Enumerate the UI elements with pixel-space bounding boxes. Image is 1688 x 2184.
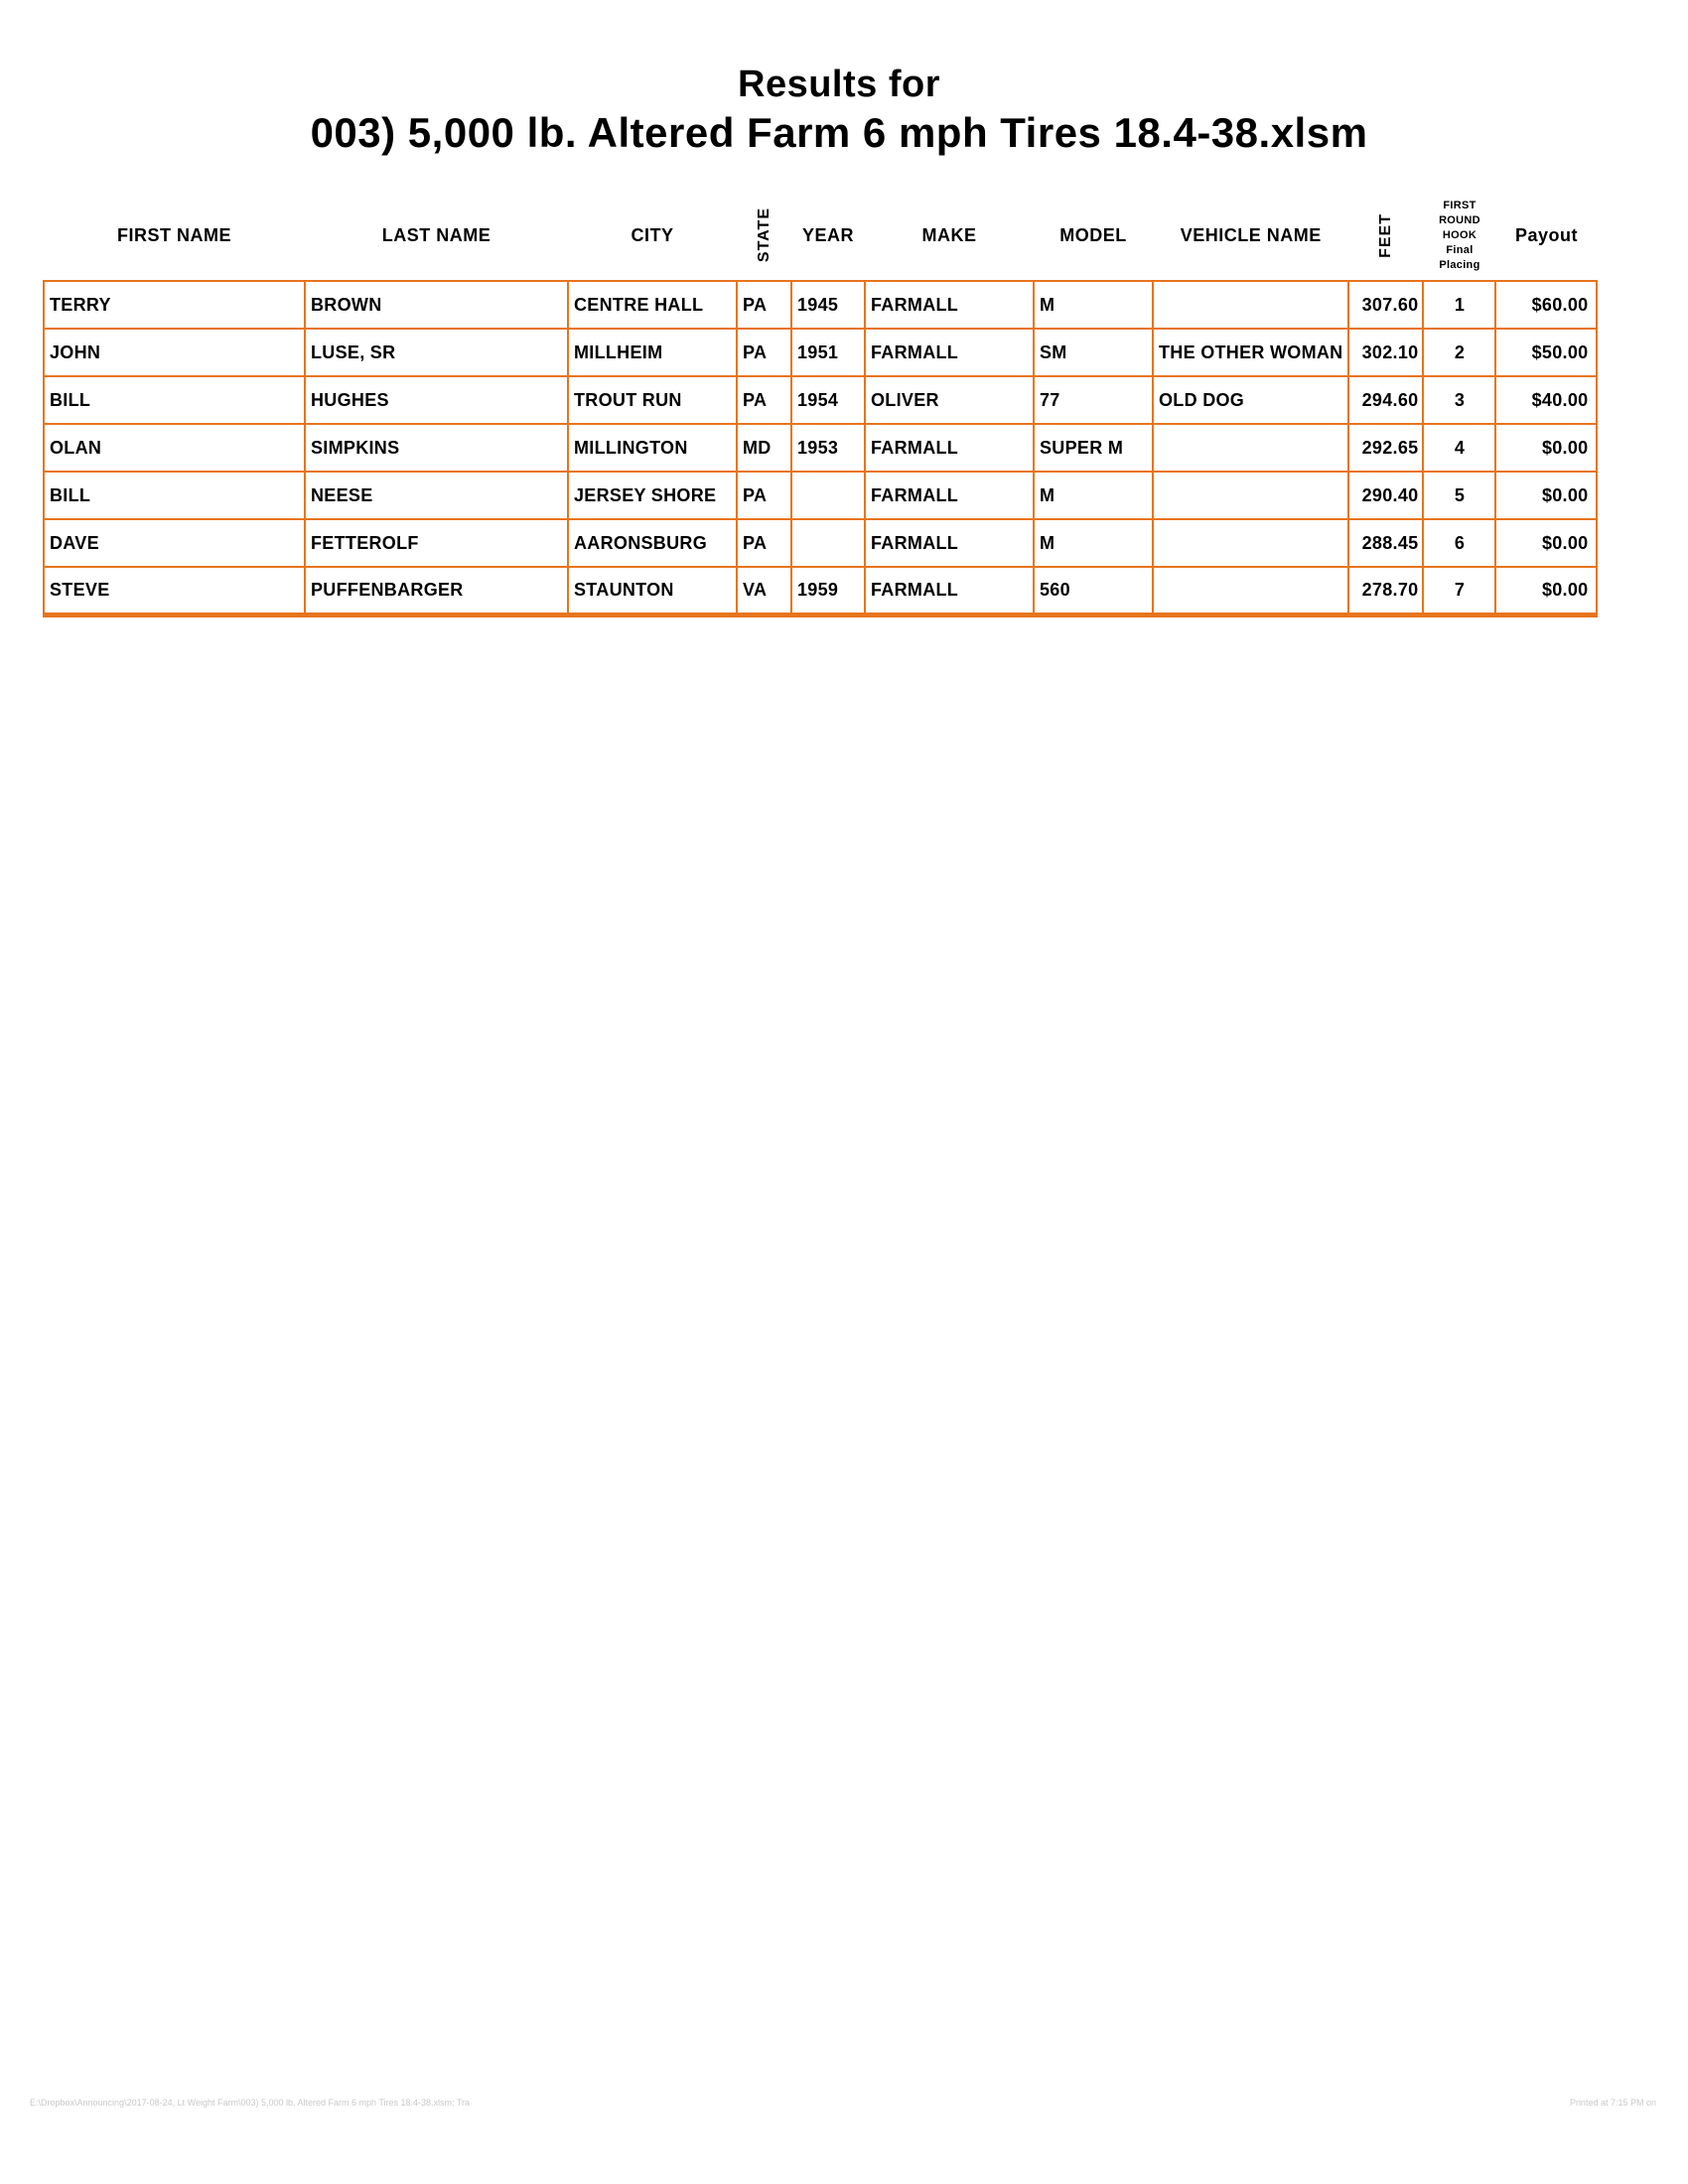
- cell-year: [791, 472, 865, 519]
- cell-year: 1959: [791, 567, 865, 614]
- cell-payout: $0.00: [1495, 519, 1597, 567]
- cell-model: SM: [1034, 329, 1153, 376]
- cell-make: FARMALL: [865, 424, 1034, 472]
- placing-header-line: ROUND: [1439, 213, 1480, 226]
- cell-make: FARMALL: [865, 329, 1034, 376]
- cell-city: STAUNTON: [568, 567, 737, 614]
- cell-vehicle_name: [1153, 281, 1348, 329]
- col-header-state: [737, 191, 791, 281]
- cell-placing: 2: [1423, 329, 1495, 376]
- report-title-block: [0, 62, 1678, 159]
- cell-model: M: [1034, 472, 1153, 519]
- cell-feet: 288.45: [1348, 519, 1423, 567]
- cell-first_name: JOHN: [44, 329, 305, 376]
- report-subtitle-filename: 003) 5,000 lb. Altered Farm 6 mph Tires 18.4-38.xlsm: [310, 109, 1368, 156]
- col-header-state-label: STATE: [755, 207, 773, 263]
- cell-payout: $50.00: [1495, 329, 1597, 376]
- cell-placing: 5: [1423, 472, 1495, 519]
- cell-city: AARONSBURG: [568, 519, 737, 567]
- cell-make: FARMALL: [865, 519, 1034, 567]
- cell-feet: 294.60: [1348, 376, 1423, 424]
- cell-last_name: NEESE: [305, 472, 568, 519]
- cell-first_name: BILL: [44, 472, 305, 519]
- col-header-feet: [1348, 191, 1423, 281]
- cell-placing: 4: [1423, 424, 1495, 472]
- cell-payout: $0.00: [1495, 424, 1597, 472]
- cell-city: MILLINGTON: [568, 424, 737, 472]
- cell-last_name: FETTEROLF: [305, 519, 568, 567]
- cell-last_name: SIMPKINS: [305, 424, 568, 472]
- cell-year: 1954: [791, 376, 865, 424]
- cell-year: 1945: [791, 281, 865, 329]
- cell-feet: 302.10: [1348, 329, 1423, 376]
- table-row: [44, 281, 1597, 329]
- cell-model: M: [1034, 519, 1153, 567]
- cell-vehicle_name: THE OTHER WOMAN: [1153, 329, 1348, 376]
- col-header-placing: [1423, 191, 1495, 281]
- cell-vehicle_name: [1153, 519, 1348, 567]
- col-header-last-name: LAST NAME: [381, 224, 492, 245]
- col-header-feet-label: FEET: [1376, 212, 1394, 258]
- col-header-vehicle-name: VEHICLE NAME: [1180, 224, 1322, 245]
- cell-make: FARMALL: [865, 567, 1034, 614]
- results-table-body: [44, 281, 1597, 614]
- cell-city: MILLHEIM: [568, 329, 737, 376]
- cell-model: 77: [1034, 376, 1153, 424]
- table-row: [44, 472, 1597, 519]
- cell-vehicle_name: [1153, 472, 1348, 519]
- cell-last_name: BROWN: [305, 281, 568, 329]
- cell-city: CENTRE HALL: [568, 281, 737, 329]
- cell-first_name: TERRY: [44, 281, 305, 329]
- table-row: [44, 376, 1597, 424]
- cell-placing: 7: [1423, 567, 1495, 614]
- table-row: [44, 424, 1597, 472]
- cell-placing: 6: [1423, 519, 1495, 567]
- cell-city: TROUT RUN: [568, 376, 737, 424]
- cell-feet: 278.70: [1348, 567, 1423, 614]
- results-table-header: [44, 191, 1597, 281]
- col-header-year: YEAR: [801, 224, 854, 245]
- cell-last_name: LUSE, SR: [305, 329, 568, 376]
- cell-first_name: DAVE: [44, 519, 305, 567]
- cell-placing: 1: [1423, 281, 1495, 329]
- cell-vehicle_name: [1153, 424, 1348, 472]
- placing-header-line: FIRST: [1443, 199, 1477, 211]
- cell-state: PA: [737, 329, 791, 376]
- cell-last_name: PUFFENBARGER: [305, 567, 568, 614]
- cell-state: PA: [737, 519, 791, 567]
- cell-make: FARMALL: [865, 281, 1034, 329]
- cell-vehicle_name: OLD DOG: [1153, 376, 1348, 424]
- cell-city: JERSEY SHORE: [568, 472, 737, 519]
- col-header-first-name: FIRST NAME: [117, 224, 231, 245]
- cell-placing: 3: [1423, 376, 1495, 424]
- cell-feet: 307.60: [1348, 281, 1423, 329]
- cell-year: 1951: [791, 329, 865, 376]
- cell-make: FARMALL: [865, 472, 1034, 519]
- cell-first_name: BILL: [44, 376, 305, 424]
- cell-state: PA: [737, 281, 791, 329]
- table-row: [44, 567, 1597, 614]
- cell-payout: $0.00: [1495, 472, 1597, 519]
- col-header-payout: Payout: [1514, 224, 1578, 245]
- cell-model: M: [1034, 281, 1153, 329]
- col-header-make: MAKE: [921, 224, 977, 245]
- cell-payout: $60.00: [1495, 281, 1597, 329]
- table-row: [44, 519, 1597, 567]
- header-row: [44, 191, 1597, 281]
- placing-header-line: HOOK: [1442, 228, 1477, 241]
- cell-state: PA: [737, 472, 791, 519]
- cell-payout: $40.00: [1495, 376, 1597, 424]
- cell-state: VA: [737, 567, 791, 614]
- col-header-model: MODEL: [1059, 224, 1127, 245]
- cell-feet: 292.65: [1348, 424, 1423, 472]
- cell-feet: 290.40: [1348, 472, 1423, 519]
- footer-file-path: E:\Dropbox\Announcing\2017-08-24, Lt Weight Farm\003) 5,000 lb. Altered Farm 6 mph Tires 18.4-38.xlsm; Tra: [30, 2098, 471, 2108]
- cell-make: OLIVER: [865, 376, 1034, 424]
- cell-payout: $0.00: [1495, 567, 1597, 614]
- cell-state: MD: [737, 424, 791, 472]
- results-table: [43, 191, 1598, 617]
- cell-model: SUPER M: [1034, 424, 1153, 472]
- cell-state: PA: [737, 376, 791, 424]
- cell-year: [791, 519, 865, 567]
- cell-year: 1953: [791, 424, 865, 472]
- cell-model: 560: [1034, 567, 1153, 614]
- table-row: [44, 329, 1597, 376]
- footer-printed-at: Printed at 7:15 PM on: [1569, 2098, 1656, 2108]
- cell-vehicle_name: [1153, 567, 1348, 614]
- placing-header-line: Final: [1446, 243, 1474, 256]
- cell-first_name: OLAN: [44, 424, 305, 472]
- cell-first_name: STEVE: [44, 567, 305, 614]
- report-title: Results for: [738, 64, 940, 105]
- placing-header-line: Placing: [1439, 258, 1480, 271]
- col-header-city: CITY: [631, 224, 674, 245]
- cell-last_name: HUGHES: [305, 376, 568, 424]
